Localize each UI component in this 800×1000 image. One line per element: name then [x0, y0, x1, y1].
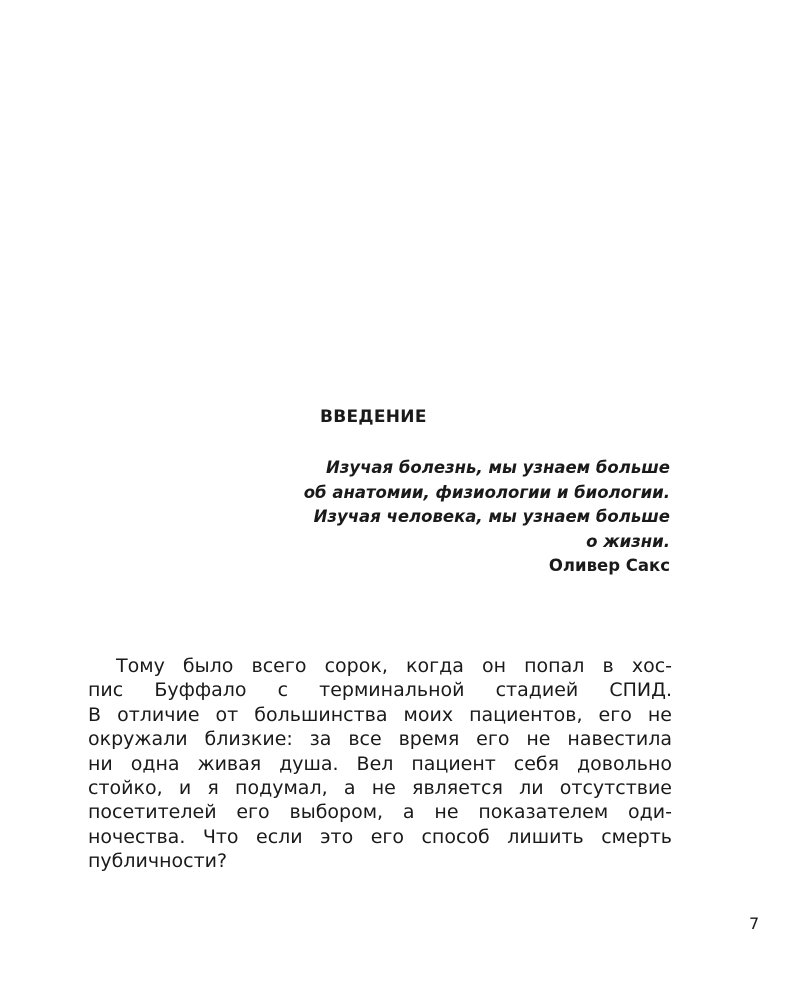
paragraph-line: пис Буффало с терминальной стадией СПИД.: [88, 679, 672, 702]
epigraph-line: о жизни.: [586, 531, 670, 551]
body-paragraph: [88, 654, 672, 874]
epigraph-line: Изучая болезнь, мы узнаем больше: [325, 458, 670, 477]
page-number: [0, 914, 760, 933]
paragraph-line: окружали близкие: за все время его не навестила: [88, 728, 672, 751]
paragraph-line: В отличие от большинства моих пациентов, его не: [88, 703, 672, 726]
paragraph-line: посетителей его выбором, а не показателем оди-: [88, 801, 672, 824]
paragraph-line: публичности?: [88, 850, 228, 873]
paragraph-line: ни одна живая душа. Вел пациент себя довольно: [88, 752, 672, 775]
epigraph: [240, 456, 670, 579]
page-number-value: 7: [749, 914, 760, 933]
epigraph-line: об анатомии, физиологии и биологии.: [303, 482, 670, 502]
paragraph-line: Тому было всего сорок, когда он попал в хос-: [116, 655, 672, 677]
paragraph-line: ночества. Что если это его способ лишить смерть: [88, 825, 672, 848]
epigraph-author: Оливер Сакс: [548, 556, 670, 575]
epigraph-line: Изучая человека, мы узнаем больше: [313, 507, 670, 526]
chapter-heading: ВВЕДЕНИЕ: [320, 407, 427, 427]
paragraph-line: стойко, и я подумал, а не является ли отсутствие: [88, 777, 672, 800]
